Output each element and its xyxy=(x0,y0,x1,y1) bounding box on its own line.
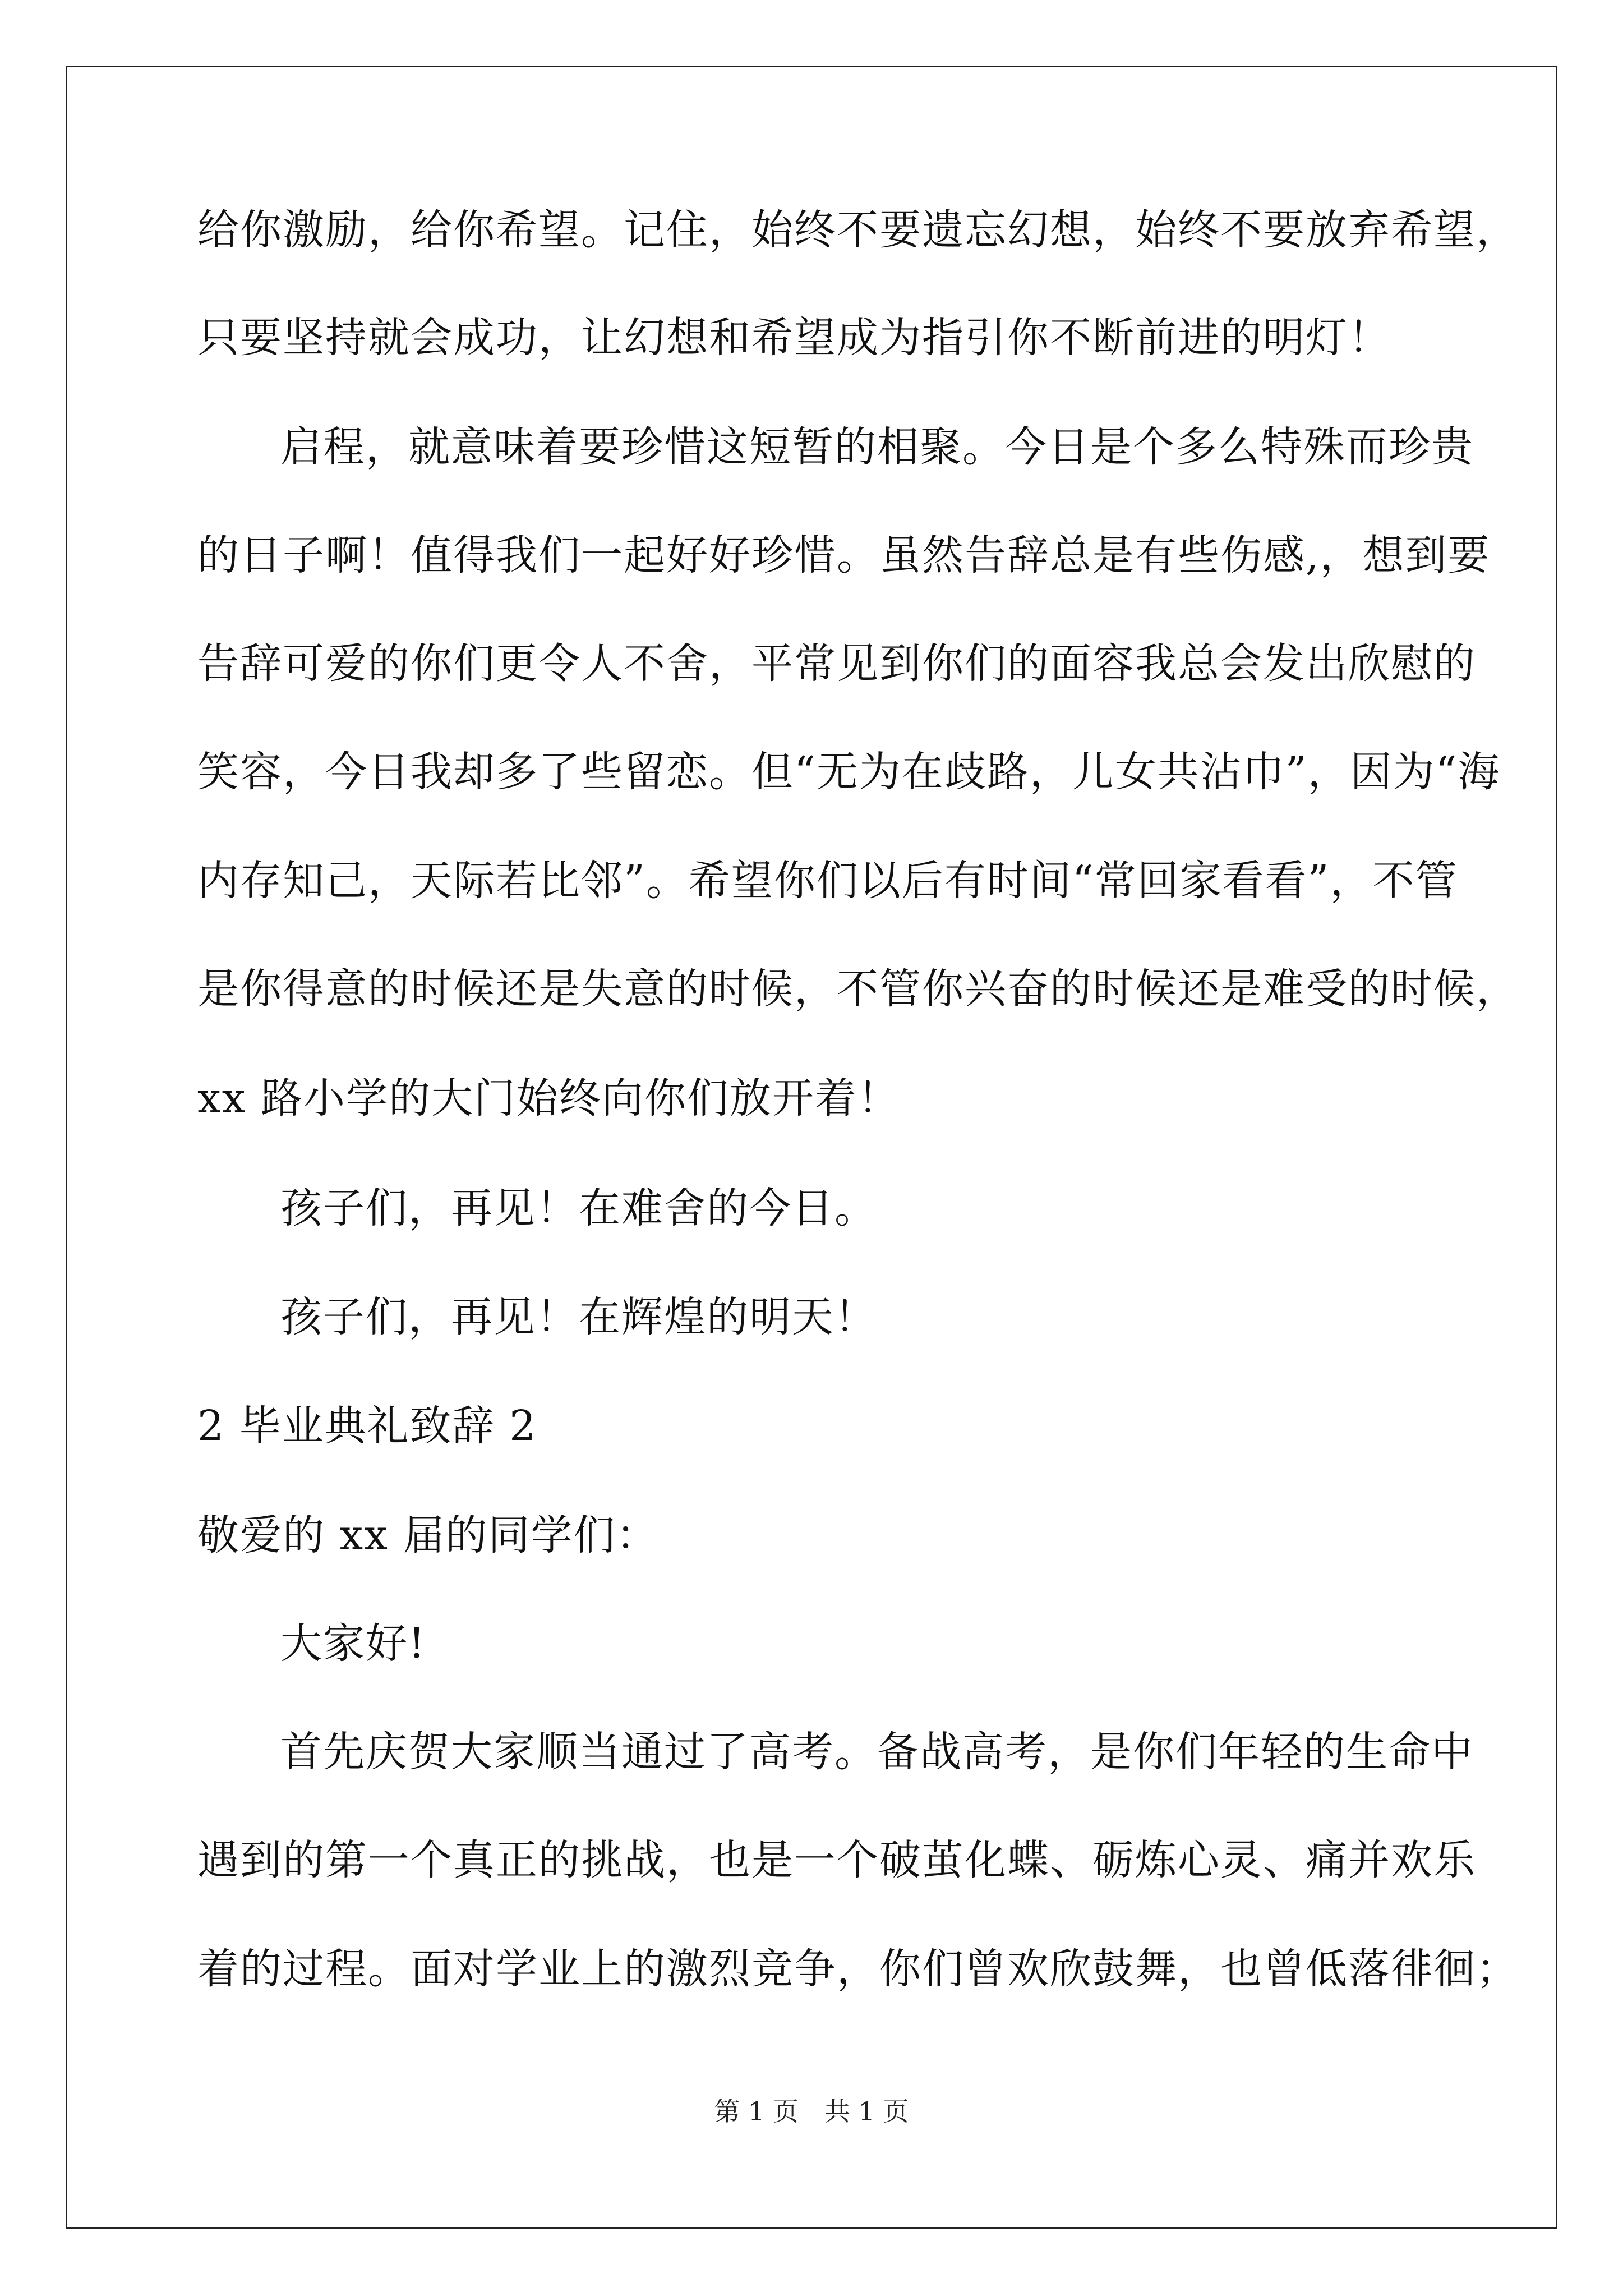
text-line-2: 只要坚持就会成功，让幻想和希望成为指引你不断前进的明灯！ xyxy=(197,314,1391,362)
text-line-17: 着的过程。面对学业上的激烈竞争，你们曾欢欣鼓舞，也曾低落徘徊； xyxy=(197,1945,1519,1993)
page-border xyxy=(66,66,1557,2229)
text-line-6: 笑容，今日我却多了些留恋。但“无为在歧路，儿女共沾巾”，因为“海 xyxy=(197,748,1501,796)
page-total: 共 1 页 xyxy=(824,2096,909,2127)
page-footer xyxy=(0,2095,1623,2128)
salutation: 敬爱的 xx 届的同学们： xyxy=(197,1511,659,1559)
page-number: 第 1 页 xyxy=(714,2096,799,2127)
text-line-8: 是你得意的时候还是失意的时候，不管你兴奋的时候还是难受的时候， xyxy=(197,965,1519,1013)
text-line-10: 孩子们，再见！在难舍的今日。 xyxy=(280,1184,877,1232)
text-line-15: 首先庆贺大家顺当通过了高考。备战高考，是你们年轻的生命中 xyxy=(280,1728,1474,1776)
text-line-11: 孩子们，再见！在辉煌的明天！ xyxy=(280,1293,877,1341)
text-line-16: 遇到的第一个真正的挑战，也是一个破茧化蝶、砺炼心灵、痛并欢乐 xyxy=(197,1836,1476,1884)
text-line-5: 告辞可爱的你们更令人不舍，平常见到你们的面容我总会发出欣慰的 xyxy=(197,639,1476,688)
text-line-4: 的日子啊！值得我们一起好好珍惜。虽然告辞总是有些伤感,，想到要 xyxy=(197,531,1491,579)
greeting: 大家好! xyxy=(280,1619,426,1668)
section-heading: 2 毕业典礼致辞 2 xyxy=(197,1402,537,1450)
text-line-9: xx 路小学的大门始终向你们放开着！ xyxy=(197,1074,900,1122)
text-line-7: 内存知己，天际若比邻”。希望你们以后有时间“常回家看看”，不管 xyxy=(197,857,1458,905)
text-line-1: 给你激励，给你希望。记住，始终不要遗忘幻想，始终不要放弃希望， xyxy=(197,206,1519,254)
text-line-3: 启程，就意味着要珍惜这短暂的相聚。今日是个多么特殊而珍贵 xyxy=(280,423,1474,471)
